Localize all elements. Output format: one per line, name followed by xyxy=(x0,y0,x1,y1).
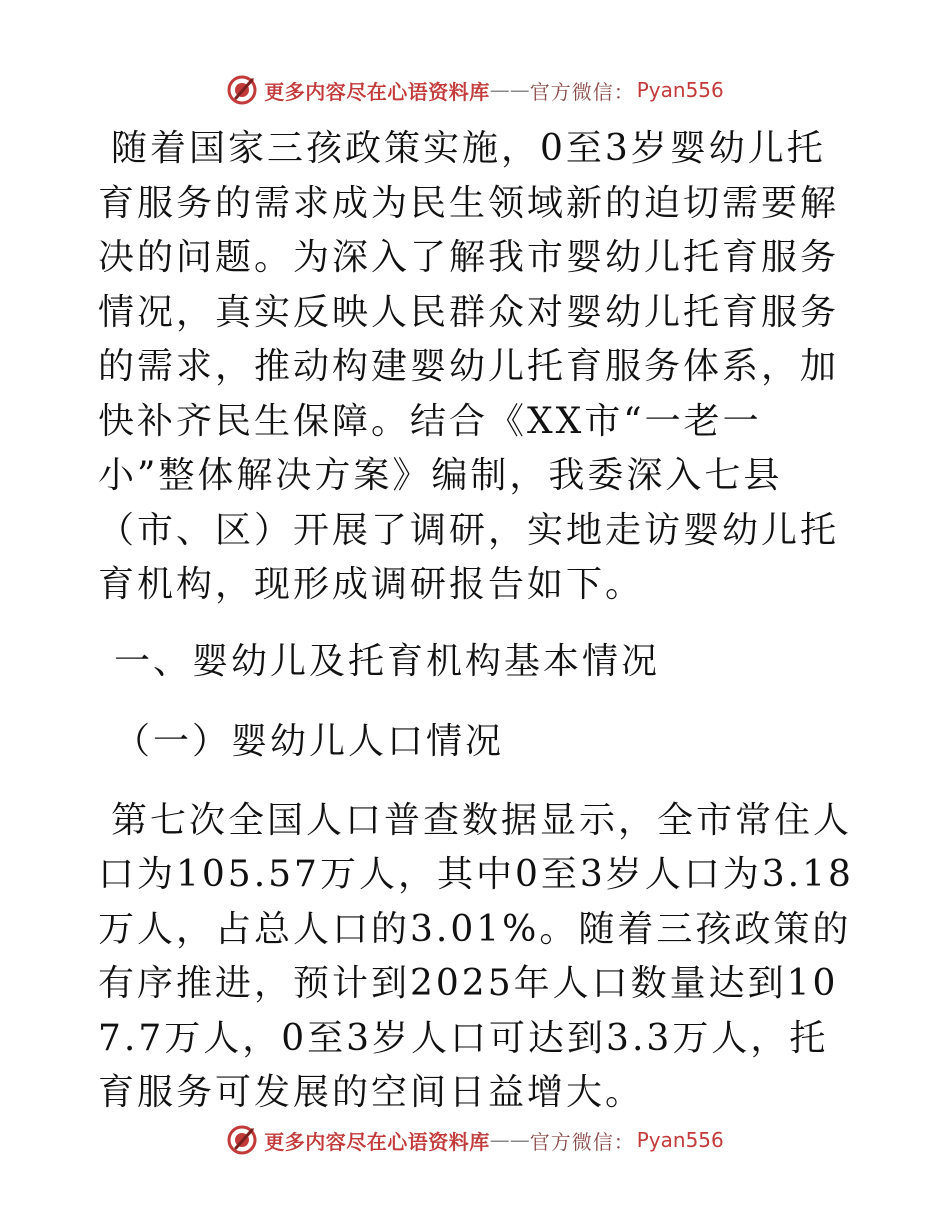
wechat-label: 官方微信： xyxy=(529,1129,635,1154)
pen-seal-icon xyxy=(226,1124,258,1156)
document-body xyxy=(98,122,858,1121)
separator-dash: —— xyxy=(489,1128,530,1152)
footer-watermark-banner xyxy=(0,1120,950,1160)
wechat-id: Pyan556 xyxy=(636,1128,724,1152)
subsection-heading: （一）婴幼儿人口情况 xyxy=(114,721,505,762)
header-watermark-banner xyxy=(0,70,950,110)
pen-seal-icon xyxy=(226,74,258,106)
separator-dash: —— xyxy=(489,78,530,102)
wechat-label: 官方微信： xyxy=(529,79,635,104)
population-paragraph: 第七次全国人口普查数据显示，全市常住人口为105.57万人，其中0至3岁人口为3.18万人，占总人口的3.01%。随着三孩政策的有序推进，预计到2025年人口数量达到107.7万人，0至3岁人口可达到3.3万人，托育服务可发展的空间日益增大。 xyxy=(98,799,854,1113)
brand-text: 更多内容尽在心语资料库 xyxy=(264,1129,490,1154)
intro-paragraph: 随着国家三孩政策实施，0至3岁婴幼儿托育服务的需求成为民生领域新的迫切需要解决的问题。为深入了解我市婴幼儿托育服务情况，真实反映人民群众对婴幼儿托育服务的需求，推动构建婴幼儿托育服务体系，加快补齐民生保障。结合《XX市“一老一小”整体解决方案》编制，我委深入七县（市、区）开展了调研，实地走访婴幼儿托育机构，现形成调研报告如下。 xyxy=(98,128,840,605)
brand-text: 更多内容尽在心语资料库 xyxy=(264,79,490,104)
wechat-id: Pyan556 xyxy=(636,78,724,102)
section-heading: 一、婴幼儿及托育机构基本情况 xyxy=(114,640,661,682)
